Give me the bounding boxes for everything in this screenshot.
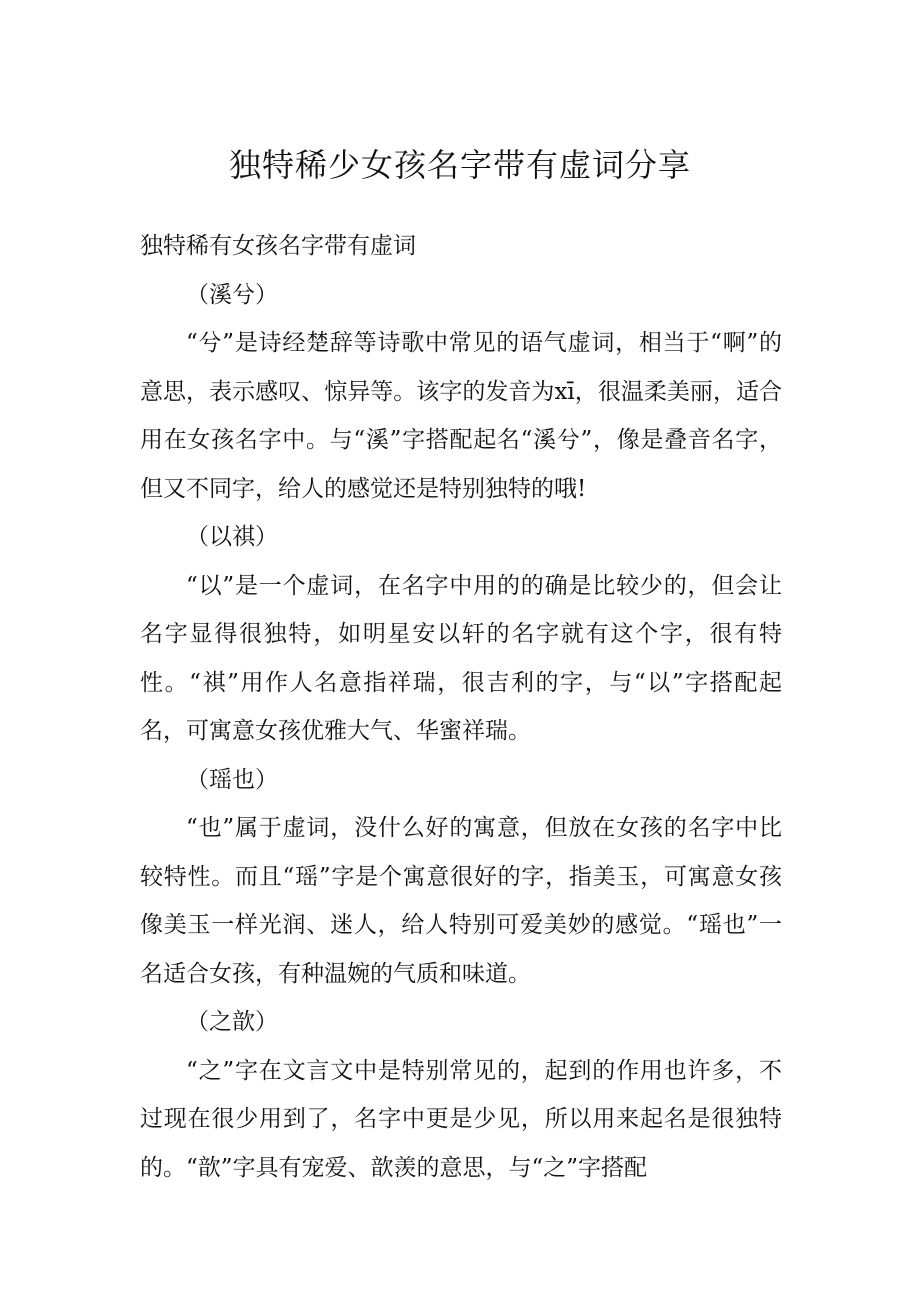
document-body bbox=[140, 222, 782, 1192]
section-paragraph: “之”字在文言文中是特别常见的，起到的作用也许多，不过现在很少用到了，名字中更是少见，所以用来起名是很独特的。“歆”字具有宠爱、歆羡的意思，与“之”字搭配 bbox=[140, 1057, 782, 1181]
section-heading: （以祺） bbox=[186, 524, 278, 550]
document-subtitle: 独特稀有女孩名字带有虚词 bbox=[140, 233, 416, 259]
section-paragraph: “以”是一个虚词，在名字中用的的确是比较少的，但会让名字显得很独特，如明星安以轩的名字就有这个字，很有特性。“祺”用作人名意指祥瑞，很吉利的字，与“以”字搭配起名，可寓意女孩优雅大气、华蜜祥瑞。 bbox=[140, 572, 782, 744]
section-heading: （瑶也） bbox=[186, 766, 278, 793]
section-paragraph: “也”属于虚词，没什么好的寓意，但放在女孩的名字中比较特性。而且“瑶”字是个寓意很好的字，指美玉，可寓意女孩像美玉一样光润、迷人，给人特别可爱美妙的感觉。“瑶也”一名适合女孩，有种温婉的气质和味道。 bbox=[140, 815, 782, 987]
section-paragraph: “兮”是诗经楚辞等诗歌中常见的语气虚词，相当于“啊”的意思，表示感叹、惊异等。该字的发音为xī，很温柔美丽，适合用在女孩名字中。与“溪”字搭配起名“溪兮”，像是叠音名字，但又不同字，给人的感觉还是特别独特的哦! bbox=[140, 330, 782, 502]
section-heading: （之歆） bbox=[186, 1009, 278, 1035]
document-title: 独特稀少女孩名字带有虚词分享 bbox=[228, 146, 691, 184]
section-heading: （溪兮） bbox=[186, 281, 278, 308]
